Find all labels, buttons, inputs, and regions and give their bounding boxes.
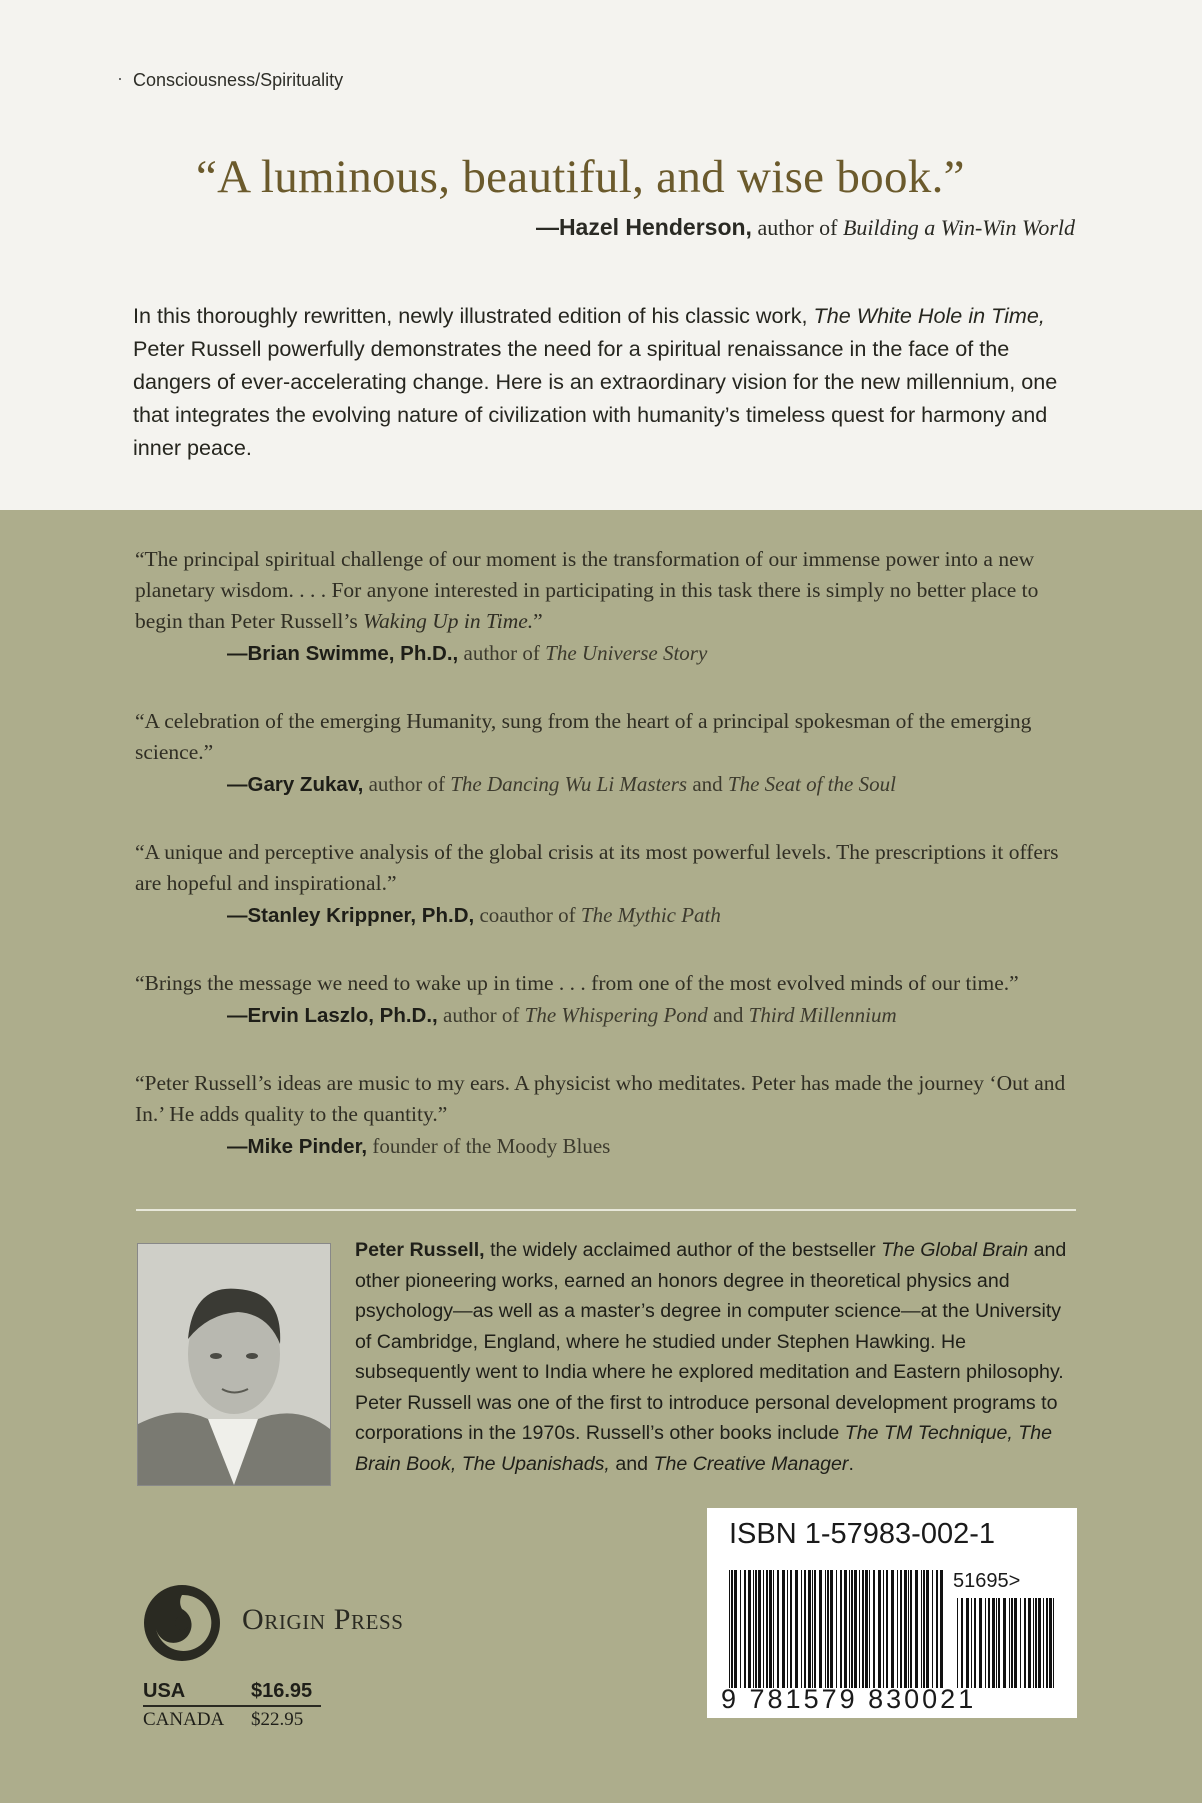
barcode-bar xyxy=(753,1570,754,1688)
barcode-bar xyxy=(755,1570,757,1688)
blurb-text: “The principal spiritual challenge of our moment is the transformation of our immense power into a new planetary wisdom. . . . For anyone interested in participating in this task there is simply no better place to begin than Peter Russell’s Waking Up in Time.” xyxy=(135,547,1039,633)
bio-text: and other pioneering works, earned an honors degree in theoretical physics and psychology—as well as a master’s degree in computer science—at the University of Cambridge, England, where he studied under Stephen Hawking. He subsequently went to India where he explored meditation and Eastern philosophy. Peter Russell was one of the first to introduce personal development programs to corporations in the 1970s. Russell’s other books include xyxy=(355,1239,1067,1444)
blurb xyxy=(135,837,1090,932)
barcode-bar xyxy=(849,1570,850,1688)
blurb xyxy=(135,706,1090,801)
barcode-bar xyxy=(886,1570,888,1688)
barcode-bar xyxy=(1043,1598,1044,1688)
main-quote-attribution xyxy=(536,214,1075,241)
barcode-icon xyxy=(729,1570,987,1688)
description-text-2: Peter Russell powerfully demonstrates the need for a spiritual renaissance in the face of the dangers of ever-accelerating change. Here is an extraordinary vision for the new millennium, one that integrates the evolving nature of civilization with humanity’s timeless quest for harmony and inner peace. xyxy=(133,336,1058,460)
barcode-bar xyxy=(996,1598,997,1688)
blurb-text: “A celebration of the emerging Humanity, sung from the heart of a principal spokesman of the emerging science.” xyxy=(135,709,1032,764)
barcode-bar xyxy=(769,1570,772,1688)
barcode-bar xyxy=(851,1570,853,1688)
blurb-attribution: —Stanley Krippner, Ph.D, coauthor of The Mythic Path xyxy=(227,903,721,927)
barcode-bar xyxy=(740,1570,741,1688)
barcode-bar xyxy=(827,1570,829,1688)
description-text-1: In this thoroughly rewritten, newly illustrated edition of his classic work, xyxy=(133,303,808,328)
barcode-bar xyxy=(808,1570,811,1688)
barcode-bar xyxy=(957,1598,958,1688)
barcode-bar xyxy=(897,1570,898,1688)
description-title: The White Hole in Time, xyxy=(813,303,1045,328)
barcode-bar xyxy=(1024,1598,1026,1688)
barcode-bar xyxy=(865,1570,868,1688)
bio-book-title: The TM Technique, The Brain Book, The Upanishads, xyxy=(355,1422,1053,1475)
price-list xyxy=(143,1680,321,1731)
barcode-bar xyxy=(1011,1598,1013,1688)
barcode-bar xyxy=(873,1570,875,1688)
bio-text: the widely acclaimed author of the bestseller xyxy=(490,1239,876,1261)
barcode-bar xyxy=(878,1570,881,1688)
book-description xyxy=(133,299,1093,464)
barcode-bar xyxy=(825,1570,826,1688)
barcode-bar xyxy=(961,1598,963,1688)
price-barcode-icon xyxy=(957,1598,1059,1688)
price-row xyxy=(143,1707,321,1731)
barcode-bar xyxy=(1009,1598,1010,1688)
price-code-label: 51695> xyxy=(953,1570,1021,1592)
barcode-bar xyxy=(758,1570,761,1688)
author-photo xyxy=(137,1243,331,1486)
barcode-bar xyxy=(988,1598,990,1688)
barcode-bar xyxy=(814,1570,816,1688)
barcode-bar xyxy=(992,1598,995,1688)
barcode-bar xyxy=(915,1570,918,1688)
barcode-bar xyxy=(744,1570,746,1688)
barcode-bar xyxy=(763,1570,764,1688)
barcode-bar xyxy=(731,1570,733,1688)
barcode-bar xyxy=(748,1570,751,1688)
barcode-bar xyxy=(1053,1598,1054,1688)
barcode-bar xyxy=(844,1570,847,1688)
barcode-bar xyxy=(729,1570,730,1688)
barcode-bar xyxy=(734,1570,737,1688)
origin-press-logo-icon xyxy=(142,1583,222,1663)
blurb-attribution: —Mike Pinder, founder of the Moody Blues xyxy=(227,1134,611,1158)
blurb-attribution: —Ervin Laszlo, Ph.D., author of The Whispering Pond and Third Millennium xyxy=(227,1003,897,1027)
price-value: $22.95 xyxy=(251,1709,304,1730)
bio-book-title: The Creative Manager xyxy=(653,1452,849,1475)
barcode-bar xyxy=(974,1598,976,1688)
barcode-bar xyxy=(777,1570,779,1688)
barcode-bar xyxy=(1028,1598,1031,1688)
barcode-bar xyxy=(812,1570,813,1688)
price-row xyxy=(143,1680,321,1707)
blurb xyxy=(135,968,1090,1032)
blurb xyxy=(135,544,1090,670)
barcode-bar xyxy=(819,1570,822,1688)
main-quote-author: —Hazel Henderson, xyxy=(535,214,752,240)
barcode-bar xyxy=(883,1570,884,1688)
barcode-bar xyxy=(787,1570,788,1688)
section-divider xyxy=(136,1209,1076,1211)
barcode-bar xyxy=(985,1598,986,1688)
isbn-label: ISBN 1-57983-002-1 xyxy=(729,1518,995,1550)
bio-text: . xyxy=(848,1452,854,1475)
barcode-bar xyxy=(1046,1598,1048,1688)
barcode-bar xyxy=(1049,1598,1052,1688)
barcode-bar xyxy=(795,1570,798,1688)
publisher-name: Origin Press xyxy=(242,1603,404,1636)
barcode-bar xyxy=(790,1570,792,1688)
bio-book-title: The Global Brain xyxy=(881,1239,1029,1261)
barcode-bar xyxy=(910,1570,912,1688)
price-country: CANADA xyxy=(143,1709,225,1730)
barcode-bar xyxy=(773,1570,774,1688)
blurb xyxy=(135,1068,1090,1163)
barcode-bar xyxy=(1038,1598,1041,1688)
main-quote-role: author of xyxy=(757,215,838,240)
ean-digits: 9 781579 830021 xyxy=(721,1684,977,1714)
blurb-text: “Brings the message we need to wake up in time . . . from one of the most evolved minds of our time.” xyxy=(135,971,1019,995)
barcode-panel xyxy=(707,1508,1077,1718)
barcode-bar xyxy=(921,1570,922,1688)
barcode-bar xyxy=(940,1570,943,1688)
barcode-bar xyxy=(1014,1598,1017,1688)
barcode-bar xyxy=(891,1570,894,1688)
price-country: USA xyxy=(143,1680,186,1702)
category-label: · Consciousness/Spirituality xyxy=(133,70,343,91)
author-portrait-icon xyxy=(138,1244,330,1485)
barcode-bar xyxy=(908,1570,909,1688)
barcode-bar xyxy=(801,1570,802,1688)
blurb-list xyxy=(135,544,1090,1199)
barcode-bar xyxy=(830,1570,833,1688)
barcode-bar xyxy=(926,1570,929,1688)
barcode-bar xyxy=(766,1570,768,1688)
author-name: Peter Russell, xyxy=(355,1239,485,1261)
main-quote: “A luminous, beautiful, and wise book.” xyxy=(196,151,965,203)
barcode-bar xyxy=(1033,1598,1034,1688)
price-value: $16.95 xyxy=(251,1680,313,1702)
barcode-bar xyxy=(854,1570,857,1688)
blurb-text: “Peter Russell’s ideas are music to my ears. A physicist who meditates. Peter has made the journey ‘Out and In.’ He adds quality to the quantity.” xyxy=(135,1071,1066,1126)
barcode-bar xyxy=(1035,1598,1037,1688)
barcode-bar xyxy=(862,1570,864,1688)
barcode-bar xyxy=(979,1598,982,1688)
barcode-bar xyxy=(966,1598,969,1688)
blurb-attribution: —Gary Zukav, author of The Dancing Wu Li Masters and The Seat of the Soul xyxy=(227,772,896,796)
barcode-bar xyxy=(840,1570,842,1688)
barcode-bar xyxy=(900,1570,902,1688)
barcode-bar xyxy=(1003,1598,1006,1688)
bio-text: and xyxy=(615,1452,649,1475)
barcode-bar xyxy=(804,1570,806,1688)
main-quote-work: Building a Win-Win World xyxy=(842,215,1075,240)
barcode-bar xyxy=(836,1570,837,1688)
blurb-attribution: —Brian Swimme, Ph.D., author of The Universe Story xyxy=(227,641,708,665)
barcode-bar xyxy=(859,1570,860,1688)
author-bio xyxy=(355,1235,1077,1479)
barcode-bar xyxy=(936,1570,938,1688)
barcode-bar xyxy=(1020,1598,1021,1688)
barcode-bar xyxy=(998,1598,1000,1688)
barcode-bar xyxy=(904,1570,907,1688)
barcode-bar xyxy=(923,1570,925,1688)
barcode-bar xyxy=(869,1570,870,1688)
barcode-bar xyxy=(782,1570,785,1688)
blurb-text: “A unique and perceptive analysis of the global crisis at its most powerful levels. The prescriptions it offers are hopeful and inspirational.” xyxy=(135,840,1059,895)
barcode-bar xyxy=(932,1570,933,1688)
barcode-bar xyxy=(971,1598,972,1688)
